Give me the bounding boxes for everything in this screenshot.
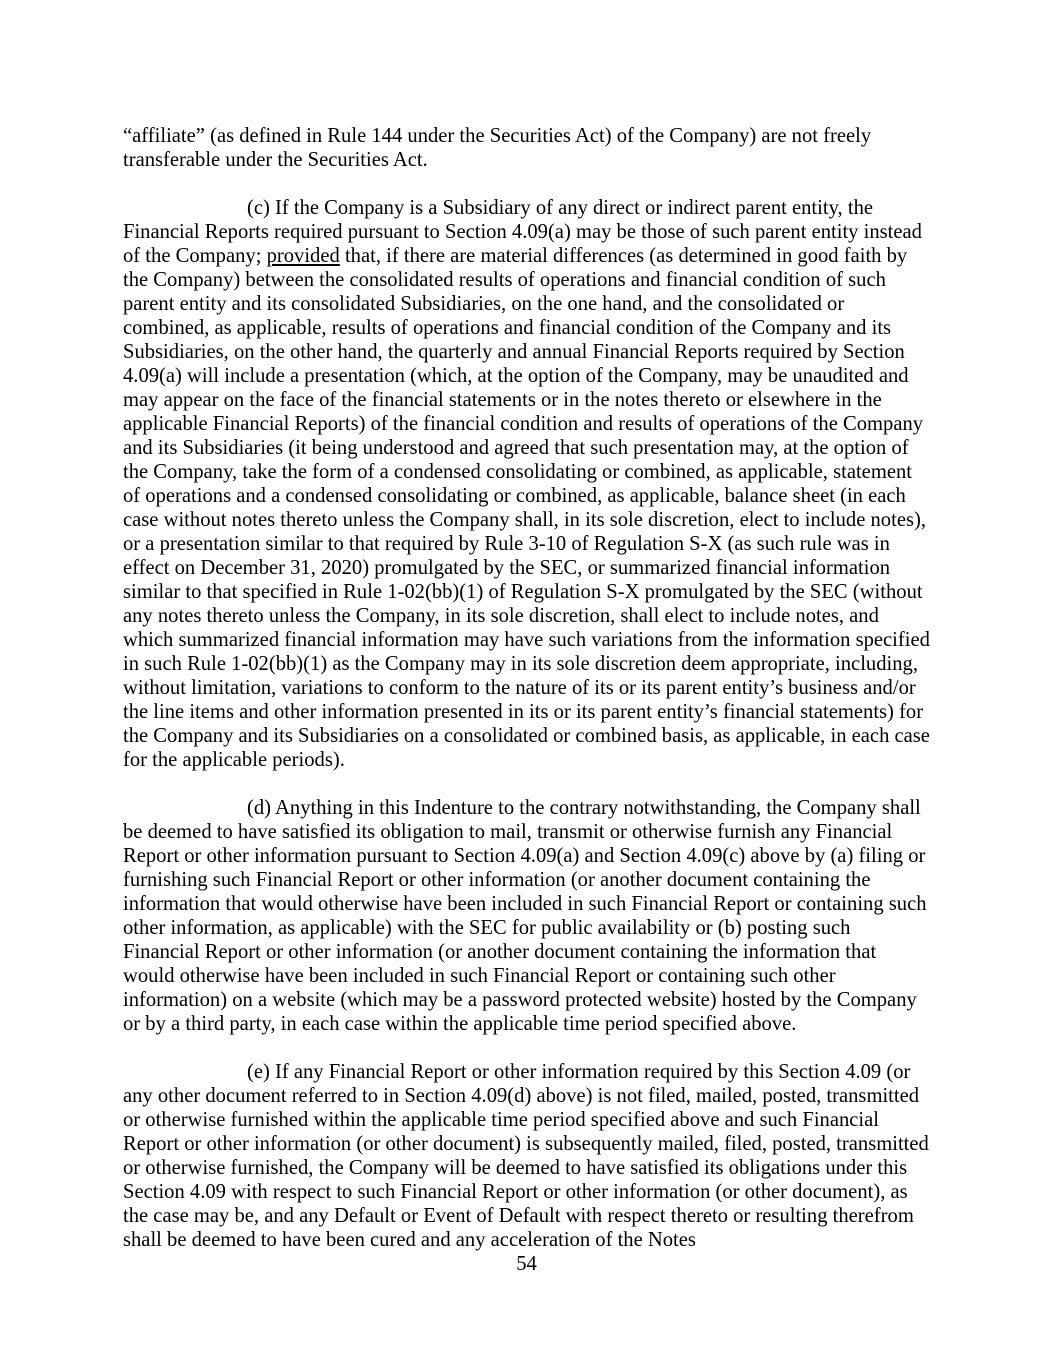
- document-body: [123, 124, 930, 1252]
- text-segment: (c) If the Company is a Subsidiary of any direct or indirect parent entity, the Financial Reports required pursuant to Section 4.09(a) may be those of such parent entity instead of the Company;: [123, 197, 922, 267]
- text-segment: (d) Anything in this Indenture to the contrary notwithstanding, the Company shall be deemed to have satisfied its obligation to mail, transmit or otherwise furnish any Financial Report or other information pursuant to Section 4.09(a) and Section 4.09(c) above by (a) filing or furnishing such Financial Report or other information (or another document containing the information that would otherwise have been included in such Financial Report or containing such other information, as applicable) with the SEC for public availability or (b) posting such Financial Report or other information (or another document containing the information that would otherwise have been included in such Financial Report or containing such other information) on a website (which may be a password protected website) hosted by the Company or by a third party, in each case within the applicable time period specified above.: [123, 797, 927, 1035]
- paragraph-d: [123, 796, 930, 1036]
- text-segment: “affiliate” (as defined in Rule 144 under the Securities Act) of the Company) are not freely transferable under the Securities Act.: [123, 125, 872, 171]
- underlined-term: provided: [266, 245, 340, 267]
- text-segment: (e) If any Financial Report or other information required by this Section 4.09 (or any other document referred to in Section 4.09(d) above) is not filed, mailed, posted, transmitted or otherwise furnished within the applicable time period specified above and such Financial Report or other information (or other document) is subsequently mailed, filed, posted, transmitted or otherwise furnished, the Company will be deemed to have satisfied its obligations under this Section 4.09 with respect to such Financial Report or other information (or other document), as the case may be, and any Default or Event of Default with respect thereto or resulting therefrom shall be deemed to have been cured and any acceleration of the Notes: [123, 1061, 929, 1251]
- paragraph-e: [123, 1060, 930, 1252]
- paragraph-continuation: [123, 124, 930, 172]
- paragraph-c: [123, 196, 930, 772]
- text-segment: that, if there are material differences (as determined in good faith by the Company) between the consolidated results of operations and financial condition of such parent entity and its consolidated Subsidiaries, on the one hand, and the consolidated or combined, as applicable, results of operations and financial condition of the Company and its Subsidiaries, on the other hand, the quarterly and annual Financial Reports required by Section 4.09(a) will include a presentation (which, at the option of the Company, may be unaudited and may appear on the face of the financial statements or in the notes thereto or elsewhere in the applicable Financial Reports) of the financial condition and results of operations of the Company and its Subsidiaries (it being understood and agreed that such presentation may, at the option of the Company, take the form of a condensed consolidating or combined, as applicable, statement of operations and a condensed consolidating or combined, as applicable, balance sheet (in each case without notes thereto unless the Company shall, in its sole discretion, elect to include notes), or a presentation similar to that required by Rule 3-10 of Regulation S-X (as such rule was in effect on December 31, 2020) promulgated by the SEC, or summarized financial information similar to that specified in Rule 1-02(bb)(1) of Regulation S-X promulgated by the SEC (without any notes thereto unless the Company, in its sole discretion, shall elect to include notes, and which summarized financial information may have such variations from the information specified in such Rule 1-02(bb)(1) as the Company may in its sole discretion deem appropriate, including, without limitation, variations to conform to the nature of its or its parent entity’s business and/or the line items and other information presented in its or its parent entity’s financial statements) for the Company and its Subsidiaries on a consolidated or combined basis, as applicable, in each case for the applicable periods).: [123, 245, 930, 771]
- page-number: 54: [516, 1253, 537, 1275]
